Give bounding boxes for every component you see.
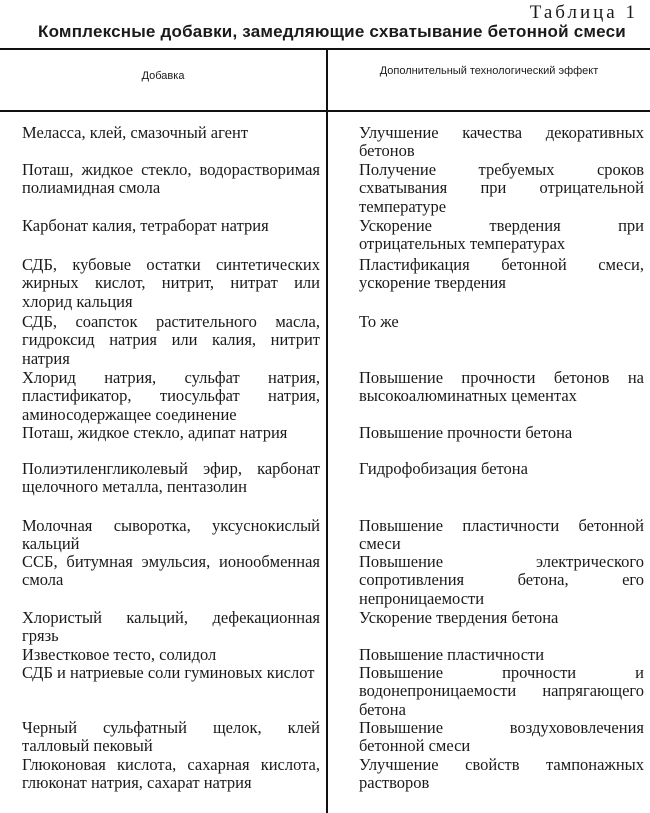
additive-cell: Меласса, клей, смазочный агент	[22, 123, 249, 142]
effect-cell: Повышение воздухововлечения бетонной смеси	[359, 718, 644, 756]
additive-cell: СДБ, кубовые остатки синтетических жирных кислот, нитрит, нитрат или хлорид кальция	[22, 255, 320, 311]
effect-cell: Повышение электрического сопротивления бетона, его непроницаемости	[359, 552, 644, 608]
additive-cell: Полиэтиленгликолевый эфир, карбонат щелочного металла, пентазолин	[22, 459, 320, 497]
effect-cell: То же	[359, 312, 399, 331]
additive-cell: ССБ, битумная эмульсия, ионообменная смола	[22, 552, 320, 590]
table-caption: Комплексные добавки, замедляющие схватывание бетонной смеси	[38, 22, 626, 41]
header-effect: Дополнительный технологический эффект	[379, 65, 599, 77]
header-additive: Добавка	[141, 70, 185, 82]
additive-cell: Карбонат калия, тетраборат натрия	[22, 216, 269, 235]
effect-cell: Пластификация бетонной смеси, ускорение твердения	[359, 255, 644, 293]
effect-cell: Получение требуемых сроков схватывания при отрицательной температуре	[359, 160, 644, 216]
additive-cell: Глюконовая кислота, сахарная кислота, глюконат натрия, сахарат натрия	[22, 755, 320, 793]
additive-cell: Известковое тесто, солидол	[22, 645, 217, 664]
additive-cell: СДБ, соапсток растительного масла, гидроксид натрия или калия, нитрит натрия	[22, 312, 320, 368]
effect-cell: Повышение прочности бетона	[359, 423, 573, 442]
additive-cell: СДБ и натриевые соли гуминовых кислот	[22, 663, 315, 682]
effect-cell: Повышение прочности и водонепроницаемости напрягающего бетона	[359, 663, 644, 719]
effect-cell: Улучшение свойств тампонажных растворов	[359, 755, 644, 793]
additive-cell: Молочная сыворотка, уксуснокислый кальций	[22, 516, 320, 554]
effect-cell: Гидрофобизация бетона	[359, 459, 528, 478]
table-number: Таблица 1	[529, 2, 638, 23]
additive-cell: Поташ, жидкое стекло, адипат натрия	[22, 423, 288, 442]
additive-cell: Хлористый кальций, дефекационная грязь	[22, 608, 320, 646]
column-divider	[326, 50, 328, 813]
effect-cell: Повышение прочности бетонов на высокоалюминатных цементах	[359, 368, 644, 406]
header-bottom-rule	[0, 110, 650, 112]
effect-cell: Повышение пластичности бетонной смеси	[359, 516, 644, 554]
effect-cell: Улучшение качества декоративных бетонов	[359, 123, 644, 161]
additive-cell: Хлорид натрия, сульфат натрия, пластификатор, тиосульфат натрия, аминосодержащее соединение	[22, 368, 320, 424]
effect-cell: Повышение пластичности	[359, 645, 545, 664]
effect-cell: Ускорение твердения бетона	[359, 608, 559, 627]
additive-cell: Черный сульфатный щелок, клей талловый пековый	[22, 718, 320, 756]
effect-cell: Ускорение твердения при отрицательных температурах	[359, 216, 644, 254]
table-top-rule	[0, 48, 650, 50]
additive-cell: Поташ, жидкое стекло, водорастворимая полиамидная смола	[22, 160, 320, 198]
